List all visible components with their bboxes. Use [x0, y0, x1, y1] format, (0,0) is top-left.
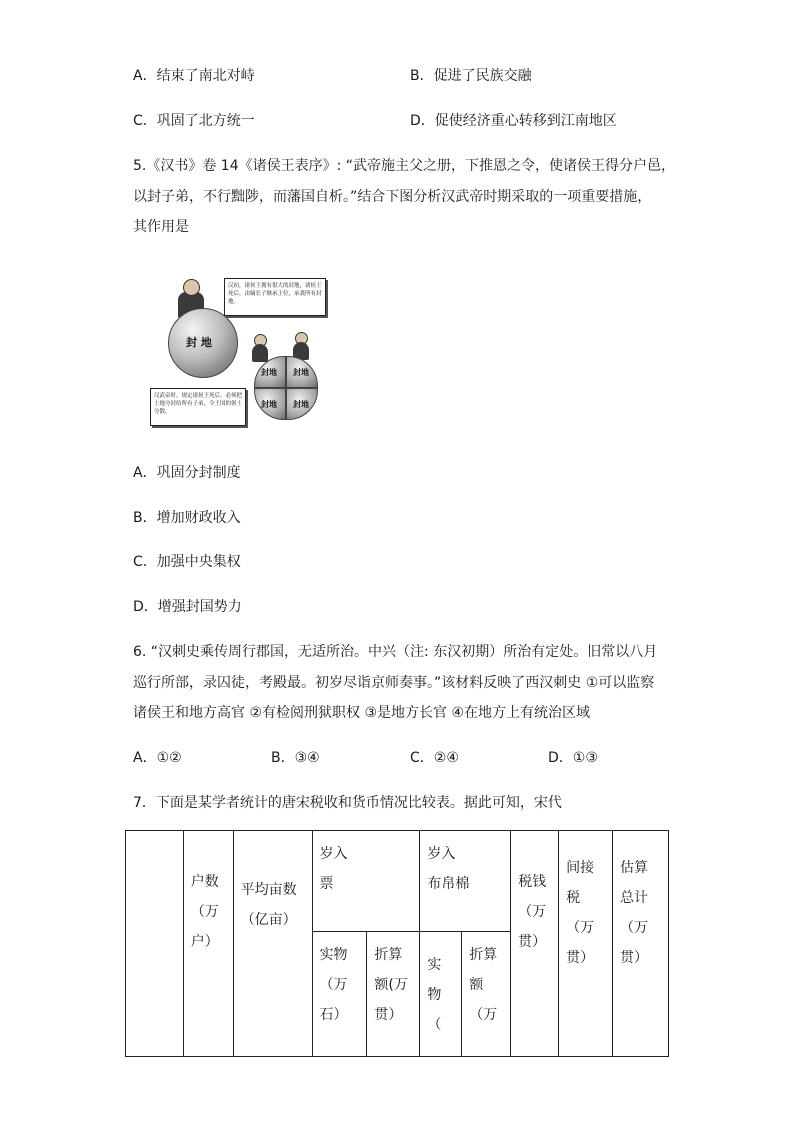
top-caption-bubble: 汉初，诸侯王拥有很大的封地，诸侯王死后，由嫡长子继承王位，承袭所有封地。	[224, 278, 326, 316]
q6-option-a: A．①②	[133, 750, 182, 766]
sub-header-cloth-converted: 折算 额 （万	[462, 932, 511, 1057]
globe-label: 封 地	[186, 336, 212, 349]
sub-header-grain-in-kind: 实物 （万 石）	[312, 932, 367, 1057]
son-figure-1	[252, 344, 268, 362]
q6-option-d: D．①③	[548, 750, 598, 766]
q6-option-b: B．③④	[271, 750, 320, 766]
fief-quadrant-3: 封地	[254, 388, 286, 420]
tang-song-tax-table	[125, 830, 669, 1057]
q6-stem-line-2: 巡行所部，录囚徒，考殿最。初岁尽诣京师奏事。”该材料反映了西汉刺史 ①可以监察	[133, 675, 655, 691]
q4-option-a: A．结束了南北对峙	[133, 68, 255, 84]
q4-option-d: D．促使经济重心转移到江南地区	[410, 113, 617, 129]
sub-header-grain-converted: 折算 额(万 贯）	[367, 932, 420, 1057]
col-header-average-acreage: 平均亩数 （亿亩）	[233, 831, 312, 1057]
fief-quadrant-4: 封地	[286, 388, 318, 420]
q5-stem-line-1: 5.《汉书》卷 14《诸侯王表序》: “武帝施主父之册，下推恩之令，使诸侯王得分户邑，	[133, 158, 676, 174]
q5-option-d: D．增强封国势力	[133, 599, 242, 615]
col-header-cloth-revenue: 岁入 布帛棉	[420, 831, 511, 932]
q6-stem-line-1: 6. “汉刺史乘传周行郡国，无适所治。中兴（注: 东汉初期）所治有定处。旧常以八月	[133, 644, 658, 660]
q5-illustration	[148, 270, 323, 425]
col-header-tax-money: 税钱 （万 贯）	[511, 831, 559, 1057]
fief-quadrant-2: 封地	[286, 356, 318, 388]
large-fief-globe	[168, 308, 238, 378]
bottom-caption-bubble: 汉武帝时，规定诸侯王死后，必须把土地分封给所有子弟，令王国的领土分散。	[150, 388, 246, 426]
col-header-grain-revenue: 岁入 票	[312, 831, 420, 932]
q5-option-c: C．加强中央集权	[133, 554, 241, 570]
col-header-households: 户数 （万 户）	[183, 831, 233, 1057]
q6-option-c: C．②④	[410, 750, 459, 766]
q5-option-b: B．增加财政收入	[133, 510, 241, 526]
q6-stem-line-3: 诸侯王和地方高官 ②有检阅刑狱职权 ③是地方长官 ④在地方上有统治区域	[133, 705, 591, 721]
q5-stem-line-3: 其作用是	[133, 219, 189, 235]
fief-quadrant-1: 封地	[254, 356, 286, 388]
q4-option-b: B．促进了民族交融	[410, 68, 532, 84]
q4-option-c: C．巩固了北方统一	[133, 113, 255, 129]
col-header-indirect-tax: 间接 税 （万 贯）	[559, 831, 613, 1057]
table-blank-header	[126, 831, 184, 1057]
q7-stem-line-1: 7．下面是某学者统计的唐宋税收和货币情况比较表。据此可知，宋代	[133, 795, 562, 811]
q5-option-a: A．巩固分封制度	[133, 465, 241, 481]
emperor-head	[183, 279, 200, 296]
sub-header-cloth-in-kind: 实 物 （	[420, 932, 462, 1057]
col-header-estimated-total: 估算 总计 （万 贯）	[613, 831, 669, 1057]
q5-stem-line-2: 以封子弟，不行黜陟，而藩国自析。”结合下图分析汉武帝时期采取的一项重要措施，	[133, 189, 652, 205]
